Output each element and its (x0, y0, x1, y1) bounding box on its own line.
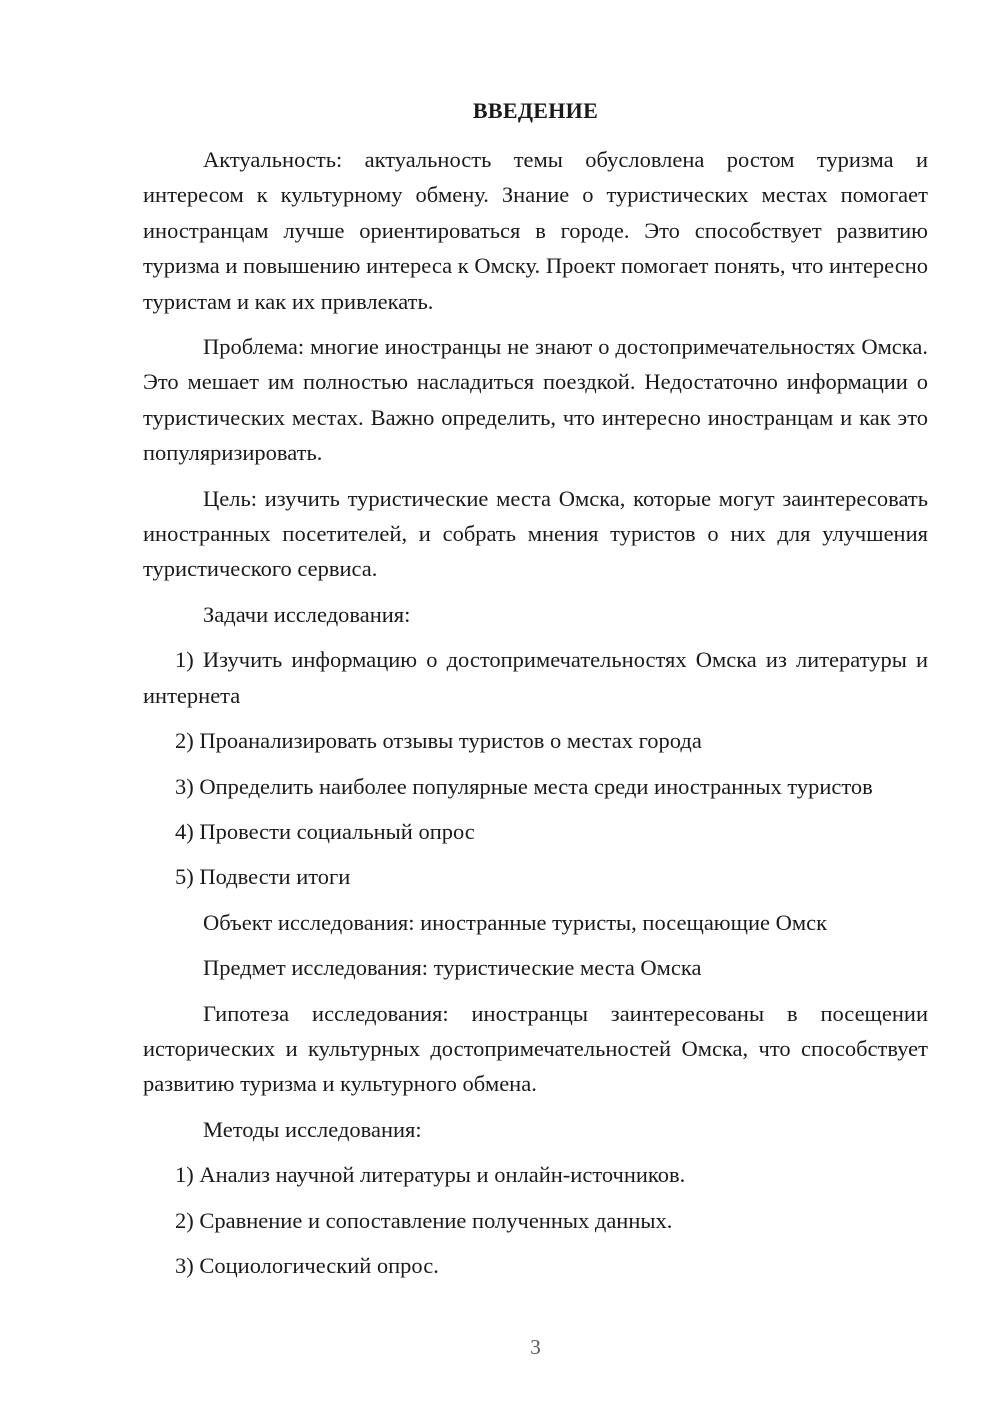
method-item-3: 3) Социологический опрос. (175, 1252, 439, 1278)
paragraph-object: Объект исследования: иностранные туристы, посещающие Омск (203, 909, 828, 935)
method-item-1: 1) Анализ научной литературы и онлайн-источников. (175, 1162, 686, 1188)
paragraph-relevance: Актуальность: актуальность темы обусловлена ростом туризма и интересом к культурному обмену. Знание о туристических местах помогает иностранцам лучше ориентироваться в городе. Это способствует развитию туризма и повышению интереса к Омску. Проект помогает понять, что интересно туристам и как их привлекать. (143, 147, 928, 314)
paragraph-problem: Проблема: многие иностранцы не знают о достопримечательностях Омска. Это мешает им полностью насладиться поездкой. Недостаточно информации о туристических местах. Важно определить, что интересно иностранцам и как это популяризировать. (143, 334, 928, 466)
method-item-2: 2) Сравнение и сопоставление полученных данных. (175, 1207, 673, 1233)
paragraph-subject: Предмет исследования: туристические места Омска (203, 955, 702, 981)
task-item-3: 3) Определить наиболее популярные места среди иностранных туристов (175, 773, 873, 799)
paragraph-goal: Цель: изучить туристические места Омска, которые могут заинтересовать иностранных посетителей, и собрать мнения туристов о них для улучшения туристического сервиса. (143, 485, 928, 582)
methods-heading: Методы исследования: (203, 1116, 422, 1142)
task-item-5: 5) Подвести итоги (175, 864, 351, 890)
tasks-heading: Задачи исследования: (203, 601, 411, 627)
paragraph-hypothesis: Гипотеза исследования: иностранцы заинтересованы в посещении исторических и культурных достопримечательностей Омска, что способствует развитию туризма и культурного обмена. (143, 1000, 928, 1097)
task-item-2: 2) Проанализировать отзывы туристов о местах города (175, 728, 702, 754)
section-title: ВВЕДЕНИЕ (472, 98, 599, 123)
task-item-4: 4) Провести социальный опрос (175, 818, 475, 844)
document-body (143, 142, 928, 1293)
page-number: 3 (530, 1335, 541, 1359)
task-item-1: 1) Изучить информацию о достопримечательностях Омска из литературы и интернета (143, 647, 928, 708)
